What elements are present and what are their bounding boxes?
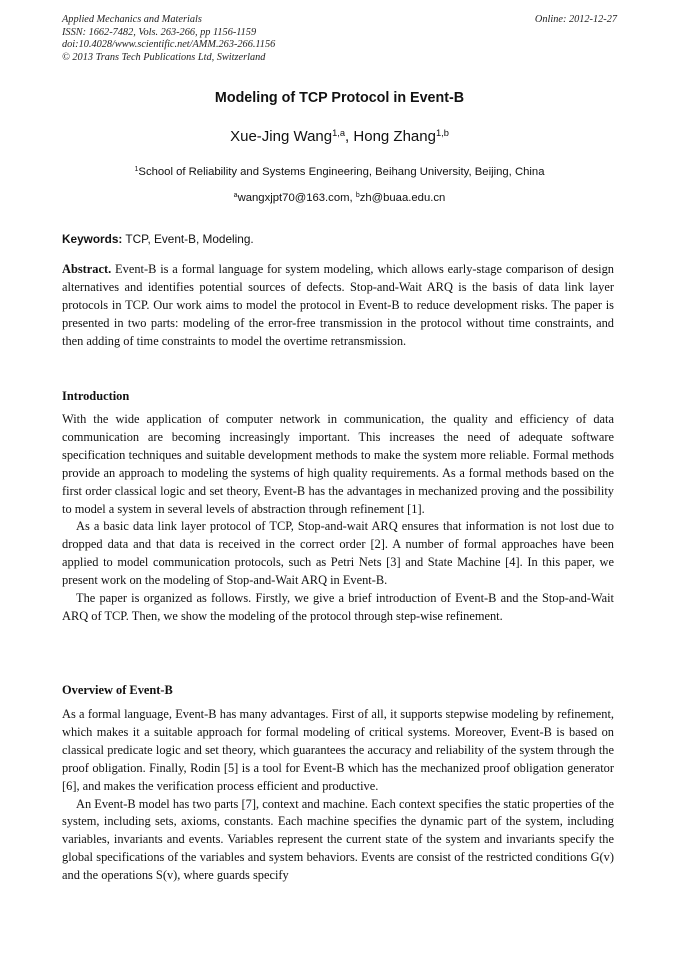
author-superscript: 1,b xyxy=(435,127,449,138)
section-heading: Introduction xyxy=(62,389,130,403)
journal-name: Applied Mechanics and Materials xyxy=(62,14,202,25)
overview-section xyxy=(62,706,614,885)
author-line xyxy=(62,128,617,145)
keywords xyxy=(62,232,617,246)
copyright-line: © 2013 Trans Tech Publications Ltd, Switzerland xyxy=(62,51,266,63)
email-line xyxy=(62,192,617,204)
journal-header xyxy=(62,14,617,64)
paragraph: With the wide application of computer network in communication, the quality and efficiency of data communication are becoming increasingly important. This increases the need of adequate software specification techniques and suitable development methods to make the system more reliable. Formal methods provide an approach to modeling the systems of high quality requirements. As a formal methods based on the first order classical logic and set theory, Event-B has the advantages in mechanized proving and the possibility to model a system in several levels of abstraction through refinement [1]. xyxy=(62,412,614,516)
affiliation-superscript: 1 xyxy=(134,166,139,174)
paragraph: As a formal language, Event-B has many advantages. First of all, it supports stepwise modeling by refinement, which makes it a suitable approach for formal modeling of critical systems. Moreover, Event-B is based on classical predicate logic and set theory, which guarantees the accuracy and reliability of the system through the proof obligation. Finally, Rodin [5] is a tool for Event-B which has the mechanized proof obligation generator [6], and makes the verification process efficient and productive. xyxy=(62,707,614,793)
email-superscript: a xyxy=(233,192,238,200)
abstract-text: Event-B is a formal language for system modeling, which allows early-stage comparison of design alternatives and identifies potential sources of defects. Stop-and-Wait ARQ is the basis of data link layer protocols in TCP. Our work aims to model the protocol in Event-B to reduce development risks. The paper is presented in two parts: modeling of the error-free transmission in the protocol without time constraints, and then adding of time constraints to model the overtime retransmission. xyxy=(62,262,614,348)
paragraph: An Event-B model has two parts [7], context and machine. Each context specifies the static properties of the system, including sets, axioms, constants. Each machine specifies the dynamic part of the system, including variables, invariants and events. Variables represent the current state of the system and invariants specify the global specifications of the variables and system behaviors. Events are consist of the restricted conditions G(v) and the operations S(v), where guards specify xyxy=(62,796,614,883)
email-address: zh@buaa.edu.cn xyxy=(359,192,446,204)
author-name: Hong Zhang xyxy=(353,128,436,145)
paragraph: The paper is organized as follows. Firstly, we give a brief introduction of Event-B and the Stop-and-Wait ARQ of TCP. Then, we show the modeling of the protocol through step-wise refinement. xyxy=(62,591,614,623)
paper-title: Modeling of TCP Protocol in Event-B xyxy=(214,90,465,106)
keywords-text: TCP, Event-B, Modeling. xyxy=(122,232,254,246)
introduction-section xyxy=(62,411,614,626)
abstract xyxy=(62,261,614,351)
paragraph: As a basic data link layer protocol of TCP, Stop-and-wait ARQ ensures that information is not lost due to dropped data and that data is received in the correct order [2]. A number of formal approaches have been applied to model communication protocols, such as Petri Nets [3] and State Machine [4]. In this paper, we present work on the modeling of Stop-and-Wait ARQ in Event-B. xyxy=(62,519,614,588)
email-superscript: b xyxy=(355,192,360,200)
issn-line: ISSN: 1662-7482, Vols. 263-266, pp 1156-1159 xyxy=(62,26,257,38)
author-name: Xue-Jing Wang xyxy=(230,128,333,145)
section-heading: Overview of Event-B xyxy=(62,683,173,697)
abstract-label: Abstract. xyxy=(62,262,112,276)
keywords-label: Keywords: xyxy=(62,232,123,246)
author-superscript: 1,a xyxy=(332,127,346,138)
abstract-paragraph xyxy=(62,261,614,351)
online-date: Online: 2012-12-27 xyxy=(534,14,617,25)
affiliation-text: School of Reliability and Systems Engineering, Beihang University, Beijing, China xyxy=(138,166,545,178)
email-address: wangxjpt70@163.com, xyxy=(237,192,356,204)
affiliation xyxy=(62,166,617,178)
author-separator: , xyxy=(345,128,354,145)
doi-line: doi:10.4028/www.scientific.net/AMM.263-266.1156 xyxy=(62,39,276,50)
